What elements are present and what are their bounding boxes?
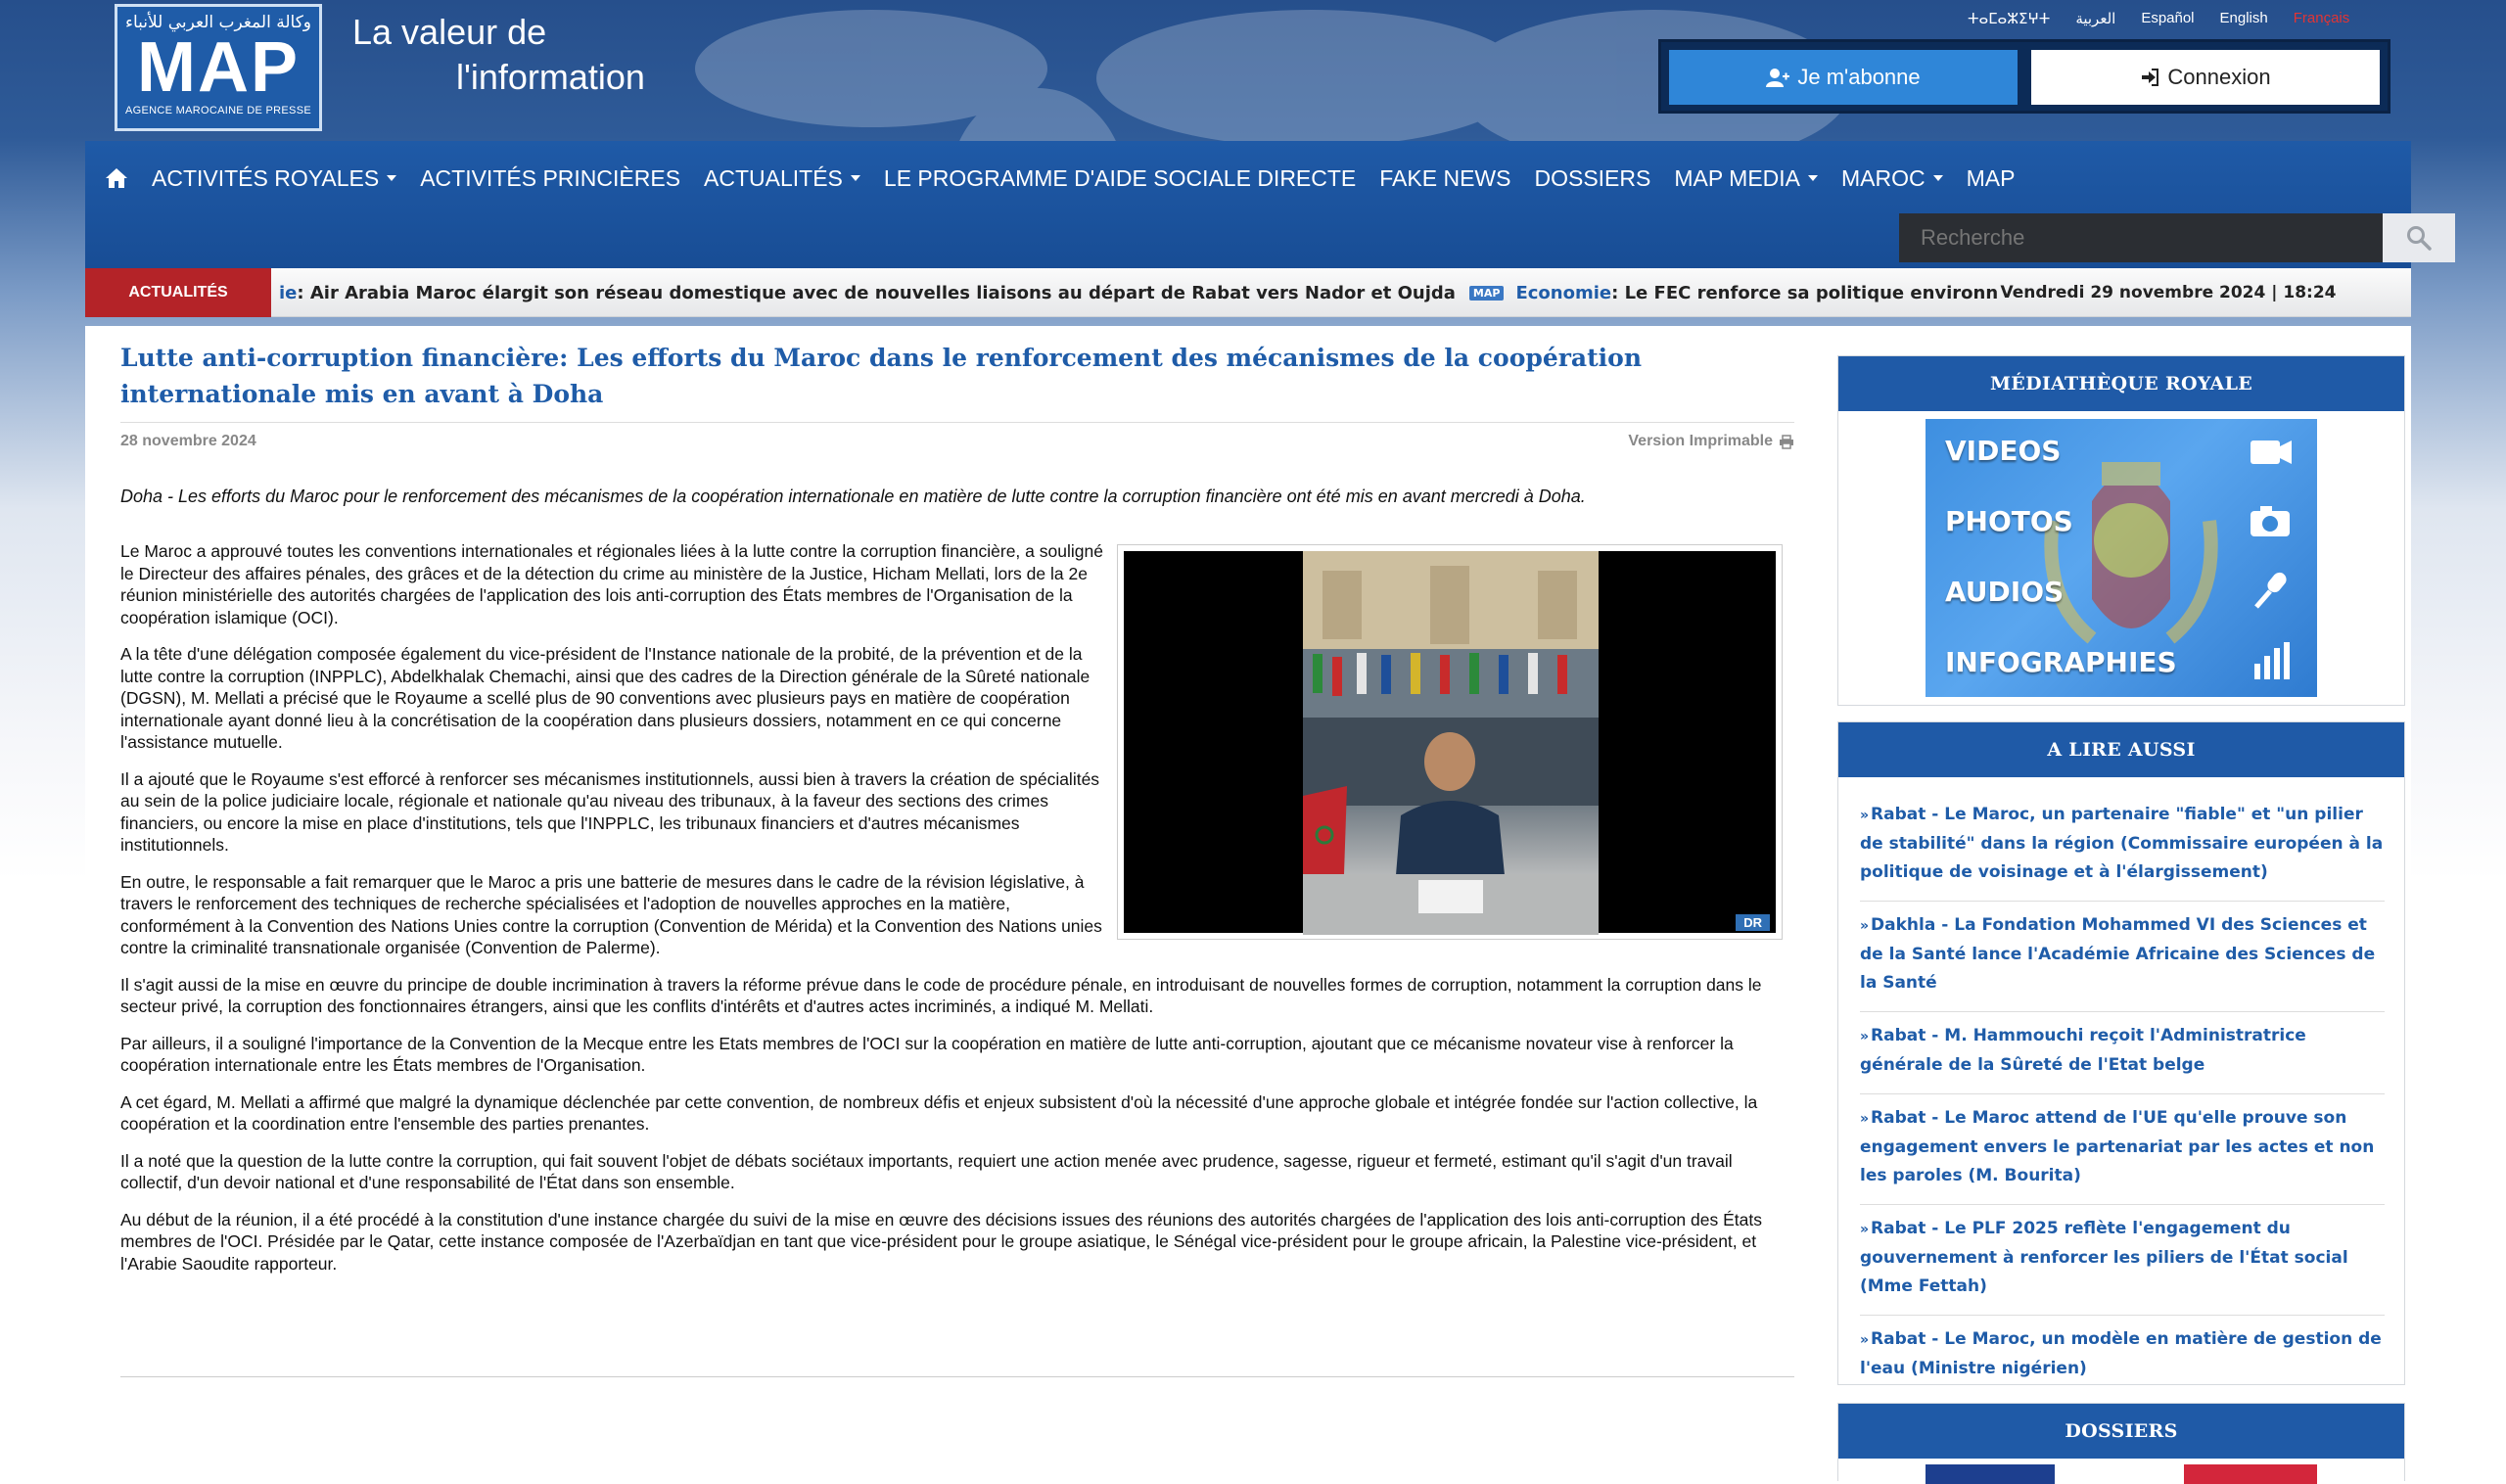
article-paragraph: Le Maroc a approuvé toutes les conventions internationales et régionales liées à la lutte contre la corruption financière, a souligné le Directeur des affaires pénales, des grâces et de la détection du crime au ministère de la Justice, Hicham Mellati, lors de la 2e réunion ministérielle des autorités chargées de l'application des lois anti-corruption des États membres de l'Organisation de la coopération islamique (OCI). [120, 541, 1103, 627]
language-switcher [1968, 10, 2349, 27]
media-audios-link[interactable]: AUDIOS [1945, 576, 2065, 608]
mediatheque-title: MÉDIATHÈQUE ROYALE [1838, 356, 2404, 411]
logo-wordmark: MAP [137, 28, 300, 107]
read-also-box [1837, 721, 2405, 1385]
read-also-city: Rabat [1871, 1108, 1926, 1128]
map-badge-icon: MAP [1469, 286, 1505, 301]
media-photos-link[interactable]: PHOTOS [1945, 505, 2073, 537]
dossier-thumbnail[interactable] [1926, 1464, 2317, 1484]
delegate-photo-illustration [1303, 551, 1599, 935]
ticker-category: ie [279, 282, 298, 303]
home-icon [105, 167, 128, 189]
auth-panel [1658, 39, 2390, 114]
lang-spanish[interactable]: Español [2141, 10, 2195, 26]
print-version-link[interactable] [1628, 433, 1794, 450]
caret-down-icon [1933, 175, 1943, 181]
angle-right-icon: » [1860, 1332, 1870, 1348]
login-button[interactable] [2031, 50, 2380, 105]
user-plus-icon [1766, 68, 1789, 87]
angle-right-icon: » [1860, 1029, 1870, 1044]
read-also-item[interactable] [1860, 1012, 2385, 1094]
tagline-line2: l'information [456, 57, 645, 97]
read-also-item[interactable] [1860, 791, 2385, 902]
ticker-headlines[interactable] [279, 268, 1999, 317]
nav-programme-aide-sociale[interactable] [884, 165, 1356, 192]
article-paragraph: Il a noté que la question de la lutte contre la corruption, qui fait souvent l'objet de débats sociétaux importants, requiert une action menée avec prudence, sagesse, rigueur et fermeté, estimant qu'il s'agit d'un travail collectif, d'un devoir national et d'une responsabilité de l'État dans son ensemble. [120, 1150, 1733, 1192]
read-also-city: Dakhla [1871, 915, 1936, 935]
search-icon [2406, 225, 2432, 251]
read-also-text: - Le Maroc attend de l'UE qu'elle prouve son engagement envers le partenariat par les actes et non les paroles (M. Bourita) [1860, 1108, 2375, 1185]
nav-map-media[interactable] [1674, 165, 1818, 192]
angle-right-icon: » [1860, 808, 1870, 823]
nav-maroc[interactable] [1841, 165, 1943, 192]
lang-english[interactable]: English [2219, 10, 2268, 26]
article-meta [120, 422, 1794, 450]
ticker-label: ACTUALITÉS [85, 268, 271, 317]
read-also-item[interactable] [1860, 902, 2385, 1012]
article-body [120, 540, 1794, 1275]
angle-right-icon: » [1860, 918, 1870, 934]
nav-label: ACTUALITÉS [704, 164, 843, 191]
nav-fake-news[interactable] [1379, 165, 1510, 192]
media-infographies-link[interactable]: INFOGRAPHIES [1945, 646, 2177, 678]
read-also-city: Rabat [1871, 1219, 1926, 1238]
dossiers-box [1837, 1403, 2405, 1481]
nav-activites-princieres[interactable] [420, 165, 680, 192]
article-paragraph: Par ailleurs, il a souligné l'importance de la Convention de la Mecque entre les Etats membres de l'OCI sur la coopération en matière de lutte anti-corruption, ajoutant que ce mécanisme novateur vise à renforcer la coopération internationale entre les États membres de l'Organisation. [120, 1033, 1734, 1075]
nav-label: FAKE NEWS [1379, 164, 1511, 191]
nav-label: LE PROGRAMME D'AIDE SOCIALE DIRECTE [883, 164, 1357, 191]
nav-label: ACTIVITÉS ROYALES [152, 164, 380, 191]
mediatheque-royale-box [1837, 355, 2405, 706]
microphone-icon [2247, 568, 2296, 611]
read-also-city: Rabat [1871, 1026, 1926, 1045]
dossiers-title: DOSSIERS [1838, 1404, 2404, 1459]
bar-chart-icon [2247, 640, 2296, 683]
read-also-list [1838, 777, 2404, 1407]
read-also-city: Rabat [1871, 1329, 1926, 1349]
nav-label: MAROC [1841, 164, 1926, 191]
subscribe-label: Je m'abonne [1797, 65, 1921, 89]
subscribe-button[interactable] [1669, 50, 2018, 105]
read-also-city: Rabat [1871, 805, 1926, 824]
read-also-item[interactable] [1860, 1205, 2385, 1316]
ticker-headline: : Le FEC renforce sa politique environn [1611, 282, 1999, 303]
article-paragraph: Au début de la réunion, il a été procédé à la constitution d'une instance chargée du suivi de la mise en œuvre des décisions issues des réunions des autorités chargées de l'application des lois anti-corruption des États membres de l'OCI. Présidée par le Qatar, cette instance composée de l'Azerbaïdjan en tant que vice-président pour le groupe asiatique, le Sénégal vice-président pour le groupe africain, la Palestine vice-président, et l'Arabie Saoudite rapporteur. [120, 1209, 1762, 1274]
nav-home[interactable] [105, 167, 128, 189]
image-frame [1124, 551, 1776, 933]
search-input[interactable] [1899, 213, 2383, 262]
article-lead: Doha - Les efforts du Maroc pour le renforcement des mécanismes de la coopération internationale en matière de lutte contre la corruption financière ont été mis en avant mercredi à Doha. [120, 487, 1586, 506]
read-also-text: - M. Hammouchi reçoit l'Administratrice générale de la Sûreté de l'Etat belge [1860, 1026, 2306, 1075]
search-button[interactable] [2383, 213, 2455, 262]
nav-menu [105, 159, 2038, 198]
angle-right-icon: » [1860, 1111, 1870, 1127]
read-also-item[interactable] [1860, 1316, 2385, 1397]
caret-down-icon [1808, 175, 1818, 181]
read-also-title: A LIRE AUSSI [1838, 722, 2404, 777]
nav-actualites[interactable] [704, 165, 860, 192]
lang-amazigh[interactable]: ⵜⴰⵎⴰⵣⵉⵖⵜ [1968, 11, 2051, 27]
nav-activites-royales[interactable] [152, 165, 396, 192]
lang-arabic[interactable]: العربية [2075, 11, 2116, 27]
content-panel [85, 326, 2411, 1481]
video-camera-icon [2247, 429, 2296, 472]
angle-right-icon: » [1860, 1222, 1870, 1237]
article [120, 340, 1794, 1289]
caret-down-icon [851, 175, 860, 181]
article-paragraph: Il a ajouté que le Royaume s'est efforcé à renforcer ses mécanismes institutionnels, aussi bien à travers la création de spécialités au sein de la police judiciaire locale, régionale et nationale qu'au niveau des tribunaux, à la faveur des sections des crimes financiers, ou encore la mise en place d'institutions, tels que l'INPPLC, les tribunaux financiers et d'autres mécanismes institutionnels. [120, 768, 1100, 855]
nav-map[interactable] [1967, 165, 2016, 192]
article-divider [120, 1376, 1794, 1377]
ticker-headline: : Air Arabia Maroc élargit son réseau domestique avec de nouvelles liaisons au départ de Rabat vers Nador et Oujda [297, 282, 1456, 303]
camera-icon [2247, 499, 2296, 542]
image-credit-badge: DR [1736, 914, 1770, 931]
caret-down-icon [387, 175, 396, 181]
article-paragraph: A la tête d'une délégation composée également du vice-président de l'Instance nationale de la probité, de la prévention et de la lutte contre la corruption (INPPLC), Abdelkhalak Chemachi, ainsi que des cadres de la Direction générale de la Sûreté nationale (DGSN), M. Mellati a précisé que le Royaume a scellé plus de 90 conventions avec plusieurs pays en matière de coopération internationale ayant donné lieu à la concrétisation de la coopération dans plusieurs dossiers, notamment en ce qui concerne l'assistance mutuelle. [120, 644, 1091, 752]
conference-photo [1303, 551, 1599, 933]
article-date: 28 novembre 2024 [120, 433, 256, 449]
nav-label: DOSSIERS [1534, 164, 1651, 191]
print-label: Version Imprimable [1628, 433, 1773, 449]
login-label: Connexion [2167, 65, 2271, 89]
read-also-text: - La Fondation Mohammed VI des Sciences et de la Santé lance l'Académie Africaine des Sciences de la Santé [1860, 915, 2376, 993]
media-videos-link[interactable]: VIDEOS [1945, 435, 2062, 467]
current-date: Vendredi 29 novembre 2024 | 18:24 [2000, 283, 2337, 302]
nav-label: MAP MEDIA [1674, 164, 1801, 191]
printer-icon [1779, 435, 1794, 449]
read-also-item[interactable] [1860, 1094, 2385, 1205]
article-paragraph: Il s'agit aussi de la mise en œuvre du principe de double incrimination à travers la réforme prévue dans le code de procédure pénale, en introduisant de nouvelles formes de corruption, notamment la corruption dans le secteur privé, la corruption des fonctionnaires étrangers, ainsi que les conflits d'intérêts et d'autres actes incriminés, a indiqué M. Mellati. [120, 974, 1762, 1016]
site-tagline [352, 10, 645, 100]
article-title: Lutte anti-corruption financière: Les efforts du Maroc dans le renforcement des mécanismes de la coopération internationale mis en avant à Doha [120, 344, 1643, 408]
nav-label: MAP [1966, 164, 2016, 191]
logo-arabic-text: وكالة المغرب العربي للأنباء [124, 13, 312, 32]
read-also-text: - Le Maroc, un partenaire "fiable" et "un pilier de stabilité" dans la région (Commissaire européen à la politique de voisinage et à l'élargissement) [1860, 805, 2384, 882]
read-also-text: - Le Maroc, un modèle en matière de gestion de l'eau (Ministre nigérien) [1860, 1329, 2382, 1378]
nav-label: ACTIVITÉS PRINCIÈRES [420, 164, 681, 191]
article-image[interactable] [1117, 544, 1783, 940]
article-paragraph: A cet égard, M. Mellati a affirmé que malgré la dynamique déclenchée par cette convention, de nombreux défis et enjeux subsistent d'où la nécessité d'une approche globale et intégrée fondée sur l'action collective, la coopération et la coordination entre l'ensemble des parties prenantes. [120, 1091, 1758, 1134]
media-banner [1926, 419, 2317, 697]
tagline-line1: La valeur de [352, 12, 547, 52]
sign-in-icon [2140, 68, 2159, 87]
nav-dossiers[interactable] [1534, 165, 1650, 192]
logo-subtitle: AGENCE MAROCAINE DE PRESSE [125, 105, 311, 116]
ticker-category: Economie [1515, 282, 1612, 303]
main-navigation [85, 141, 2411, 268]
article-paragraph: En outre, le responsable a fait remarquer que le Maroc a pris une batterie de mesures dans le cadre de la révision législative, à travers le renforcement des techniques de recherche spécialisées et l'adoption de nouvelles approches en la matière, conformément à la Convention des Nations Unies contre la corruption (Convention de Mérida) et la Convention des Nations unies contre la criminalité transnationale organisée (Convention de Palerme). [120, 871, 1102, 957]
lang-french[interactable]: Français [2293, 10, 2350, 26]
read-also-text: - Le PLF 2025 reflète l'engagement du gouvernement à renforcer les piliers de l'État social (Mme Fettah) [1860, 1219, 2348, 1296]
news-ticker [85, 268, 2411, 317]
site-logo[interactable] [115, 4, 322, 131]
